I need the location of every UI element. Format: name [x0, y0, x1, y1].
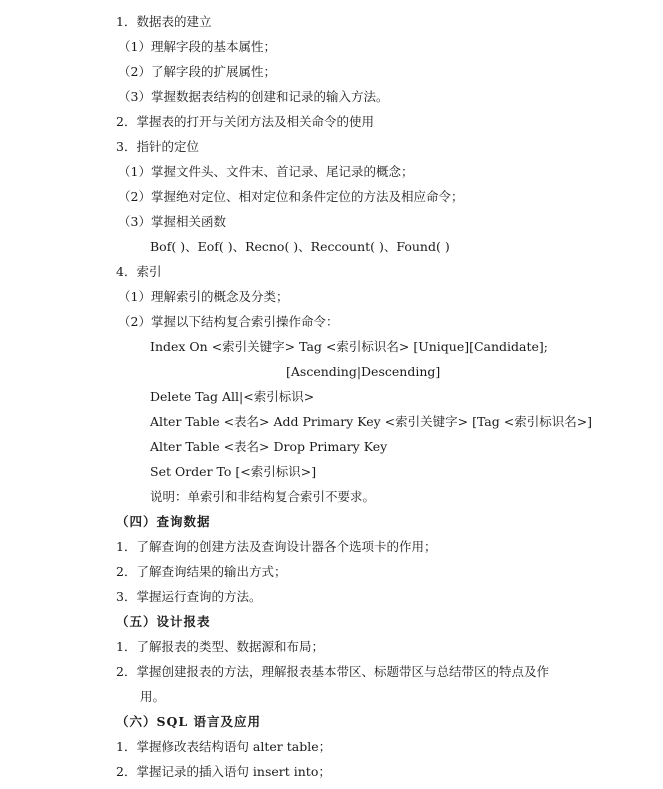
chapter-heading: （四）查询数据 — [116, 514, 211, 529]
list-item: 2．掌握记录的插入语句 insert into； — [116, 764, 331, 779]
chapter-heading: （五）设计报表 — [116, 614, 211, 629]
list-item: 1．掌握修改表结构语句 alter table； — [116, 739, 332, 754]
list-item: 2．掌握创建报表的方法，理解报表基本带区、标题带区与总结带区的特点及作 — [116, 664, 549, 679]
list-item: 2．了解查询结果的输出方式； — [116, 564, 287, 579]
command-line: Set Order To [<索引标识>] — [150, 464, 317, 479]
command-line: Delete Tag All|<索引标识> — [150, 389, 315, 404]
list-item-continuation: 用。 — [140, 689, 166, 704]
function-list: Bof( )、Eof( )、Recno( )、Reccount( )、Found( ) — [150, 239, 450, 254]
list-item: （1）掌握文件头、文件末、首记录、尾记录的概念； — [118, 164, 414, 179]
list-item: （2）掌握绝对定位、相对定位和条件定位的方法及相应命令； — [118, 189, 464, 204]
command-continuation: [Ascending|Descending] — [286, 364, 441, 379]
list-item: 1．了解报表的类型、数据源和布局； — [116, 639, 324, 654]
section-heading: 4．索引 — [116, 264, 162, 279]
list-item: 1．了解查询的创建方法及查询设计器各个选项卡的作用； — [116, 539, 437, 554]
list-item: 3．掌握运行查询的方法。 — [116, 589, 262, 604]
command-line: Alter Table <表名> Drop Primary Key — [150, 439, 388, 454]
note-text: 说明：单索引和非结构复合索引不要求。 — [150, 489, 376, 504]
section-heading: 3．指针的定位 — [116, 139, 199, 154]
section-heading: 1．数据表的建立 — [116, 14, 212, 29]
list-item: （1）理解字段的基本属性； — [118, 39, 276, 54]
list-item: （3）掌握相关函数 — [118, 214, 226, 229]
command-line: Index On <索引关键字> Tag <索引标识名> [Unique][Candidate]; — [150, 339, 549, 354]
list-item: （1）理解索引的概念及分类； — [118, 289, 289, 304]
list-item: （2）了解字段的扩展属性； — [118, 64, 276, 79]
section-heading: 2．掌握表的打开与关闭方法及相关命令的使用 — [116, 114, 374, 129]
list-item: （2）掌握以下结构复合索引操作命令： — [118, 314, 339, 329]
chapter-heading: （六）SQL 语言及应用 — [116, 714, 262, 729]
command-line: Alter Table <表名> Add Primary Key <索引关键字> [Tag <索引标识名>] — [150, 414, 593, 429]
list-item: （3）掌握数据表结构的创建和记录的输入方法。 — [118, 89, 389, 104]
